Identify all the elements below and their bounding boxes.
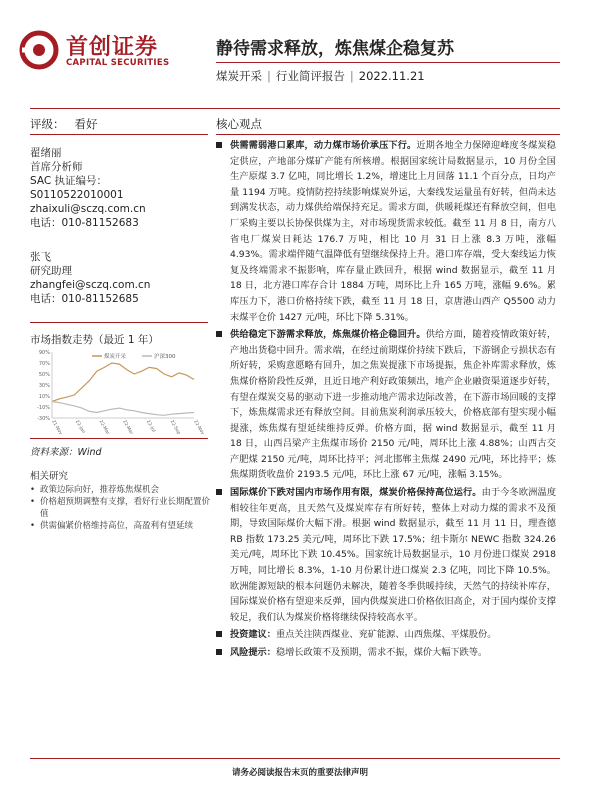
paragraph-lead: 投资建议： bbox=[230, 629, 276, 641]
paragraph-text: 重点关注陕西煤业、兖矿能源、山西焦煤、平煤股份。 bbox=[275, 629, 497, 641]
legend-label: 煤炭开采 bbox=[104, 354, 127, 360]
rating-value: 看好 bbox=[74, 117, 98, 131]
series-line-coal-mining bbox=[52, 363, 194, 402]
title-divider bbox=[216, 62, 560, 63]
company-logo-icon bbox=[18, 30, 60, 70]
report-date: 2022.11.21 bbox=[358, 69, 425, 83]
bullet-square-icon bbox=[216, 649, 222, 655]
x-tick-label: 22-Nov bbox=[192, 419, 205, 434]
chart-source: 资料来源：Wind bbox=[30, 447, 102, 458]
report-type: 行业简评报告 bbox=[275, 69, 345, 83]
related-item[interactable]: • 政策边际向好，推荐炼焦煤机会 bbox=[30, 484, 210, 496]
analyst-title: 首席分析师 bbox=[30, 161, 83, 173]
report-subtitle: 煤炭开采 | 行业简评报告 | 2022.11.21 bbox=[216, 69, 425, 83]
logo-text-cn: 首创证券 bbox=[66, 35, 159, 60]
footer-divider bbox=[30, 758, 560, 759]
paragraph-lead: 风险提示： bbox=[230, 647, 276, 658]
analyst-phone: 电话：010-81152685 bbox=[30, 293, 139, 305]
analyst-title: 研究助理 bbox=[30, 265, 72, 277]
market-index-chart bbox=[30, 346, 208, 434]
x-tick-label: 22-Mar bbox=[97, 419, 110, 434]
analyst-sac-number: S0110522010001 bbox=[30, 189, 124, 201]
bullet-square-icon bbox=[216, 631, 222, 637]
rating bbox=[30, 116, 98, 132]
analyst-2 bbox=[30, 250, 150, 306]
bullet-square-icon bbox=[216, 142, 222, 148]
paragraph-risk bbox=[216, 645, 556, 661]
y-tick-label: 10% bbox=[38, 394, 50, 400]
x-tick-label: 22-Sep bbox=[168, 419, 181, 434]
paragraph-lead: 供需需弱港口累库，动力煤市场价承压下行。 bbox=[230, 140, 417, 151]
chart-title: 市场指数走势（最近 1 年） bbox=[30, 334, 159, 346]
analyst-email: zhangfei@sczq.com.cn bbox=[30, 279, 151, 291]
related-research-title: 相关研究 bbox=[30, 471, 69, 482]
paragraph-lead: 国际煤价下跌对国内市场作用有限，煤炭价格保持高位运行。 bbox=[230, 487, 482, 499]
bullet-square-icon bbox=[216, 331, 222, 337]
paragraph-text: 由于今冬欧洲温度相较往年更高，且天然气及煤炭库存有所好转，整体上对动力煤的需求不及预期，导致国际煤价大幅下滑。根据 wind 数据显示，截至 11 月 11 日，理查德 RB 指数 173.25 美元/吨，周环比下跌 17.5%；纽卡斯尔 NEWC 指数 324.26 美元/吨，周环比下跌 10.45%。国家统计局数据显示，10 月份进口煤炭 2918 万吨，同比增长 8.3%，1-10 月份累计进口煤炭 2.3 亿吨，同比下降 10.5%。欧洲能源短缺的根本问题仍未解决，随着冬季供暖持续，天然气的持续补库存，国际煤炭价格有望迎来反弹，国内供煤炭进口价格依旧高企，对于国内煤价支撑较足，我们认为煤炭价格将继续保持较高水平。 bbox=[230, 487, 557, 623]
legend-label: 沪深300 bbox=[154, 354, 176, 360]
x-tick-label: 21-Nov bbox=[50, 419, 63, 434]
related-research-list bbox=[30, 484, 210, 532]
paragraph-text: 稳增长政策不及预期，需求不振，煤价大幅下跌等。 bbox=[275, 647, 488, 658]
logo-text-en: CAPITAL SECURITIES bbox=[66, 58, 170, 68]
related-item[interactable]: • 价格超预期调整有支撑，看好行业长期配置价值 bbox=[30, 496, 210, 520]
paragraph-thermal-coal bbox=[216, 138, 556, 325]
related-item[interactable]: • 供需偏紧价格维持高位，高盈利有望延续 bbox=[30, 520, 210, 532]
chart-bottom-divider bbox=[30, 438, 208, 439]
analyst-name: 张飞 bbox=[30, 251, 51, 263]
left-divider bbox=[30, 134, 208, 135]
x-tick-label: 22-May bbox=[121, 419, 134, 434]
paragraph-coking-coal bbox=[216, 327, 556, 483]
y-tick-label: 30% bbox=[38, 383, 50, 389]
rating-label: 评级： bbox=[30, 117, 65, 131]
analyst-1 bbox=[30, 146, 146, 230]
core-views-title: 核心观点 bbox=[216, 117, 262, 131]
y-tick-label: 50% bbox=[38, 372, 50, 378]
legal-notice: 请务必阅读报告末页的重要法律声明 bbox=[231, 768, 368, 778]
paragraph-investment bbox=[216, 627, 556, 643]
report-title: 静待需求释放，炼焦煤企稳复苏 bbox=[216, 39, 454, 59]
core-divider bbox=[216, 134, 560, 135]
y-tick-label: -30% bbox=[37, 416, 50, 422]
paragraph-lead: 供给稳定下游需求释放，炼焦煤价格企稳回升。 bbox=[230, 329, 426, 341]
x-tick-label: 22-Jan bbox=[73, 419, 86, 434]
x-tick-label: 22-Jul bbox=[144, 419, 156, 434]
industry-label: 煤炭开采 bbox=[216, 69, 262, 83]
header-divider bbox=[30, 108, 560, 109]
analyst-name: 翟绪丽 bbox=[30, 147, 62, 159]
series-line-csi300 bbox=[52, 402, 194, 416]
y-tick-label: 70% bbox=[38, 361, 50, 367]
paragraph-text: 供给方面，随着疫情政策好转，产地出货稳中回升。需求端，在经过前期煤价持续下跌后，下游钢企亏损状态有所好转，采购意愿略有回升，加之焦炭提涨下市场提振，焦企补库需求释放，炼焦煤价格阶段性反弹，且近日地产利好政策频出，地产企业融资渠道逐步好转，有望在煤炭交易的驱动下进一步推动地产需求边际改善，在下游市场回暖的支撑下，炼焦煤需求还有释放空间。目前焦炭利润承压较大，价格底部有望实现小幅提涨，炼焦煤有望延续维持反弹。价格方面，据 wind 数据显示，截至 11 月 18 日，山西吕梁产主焦煤市场价 2150 元/吨，周环比上涨 4.88%；山西古交产肥煤 2150 元/吨，周环比持平；河北邯郸主焦煤 2490 元/吨，环比持平；炼焦煤期货收盘价 2193.5 元/吨，环比上涨 67 元/吨，涨幅 3.15%。 bbox=[230, 329, 557, 481]
paragraph-text: 近期各地全力保障迎峰度冬煤炭稳定供应，产地部分煤矿产能有所核增。根据国家统计局数据显示，10 月份全国生产原煤 3.7 亿吨，同比增长 1.2%，增速比上月回落 11.1 个百分点，日均产量 1194 万吨。疫情防控持续影响煤炭外运，大秦线发运量虽有好转，但尚未达到满发状态，动力煤供给端保持充足。需求方面，供暖耗煤还有释放空间，但电厂采购主要以长协保供煤为主，对市场现货需求较低。截至 11 月 8 日，南方八省电厂煤炭日耗达 176.7 万吨，相比 10 月 31 日上涨 8.3 万吨，涨幅 4.93%。需求端伴随气温降低有望继续保持上升。港口库存端，受大秦线运力恢复及终端需求不振影响，库存量止跌回升，根据 wind 数据显示，截至 11 月 18 日，北方港口库存合计 1884 万吨，周环比上升 165 万吨，涨幅 9.6%。累库压力下，港口价格持续下跌，截至 11 月 18 日，京唐港山西产 Q5500 动力末煤平仓价 1427 元/吨，环比下降 5.31%。 bbox=[230, 140, 556, 323]
y-tick-label: -10% bbox=[37, 405, 50, 411]
analyst-sac-label: SAC 执证编号： bbox=[30, 175, 108, 187]
chart-svg bbox=[30, 346, 208, 434]
paragraph-international bbox=[216, 485, 556, 625]
y-tick-label: 90% bbox=[38, 350, 50, 356]
analyst-phone: 电话：010-81152683 bbox=[30, 217, 139, 229]
analyst-email: zhaixuli@sczq.com.cn bbox=[30, 203, 146, 215]
core-views-body bbox=[216, 138, 556, 663]
bullet-square-icon bbox=[216, 489, 222, 495]
chart-top-divider bbox=[30, 322, 208, 323]
